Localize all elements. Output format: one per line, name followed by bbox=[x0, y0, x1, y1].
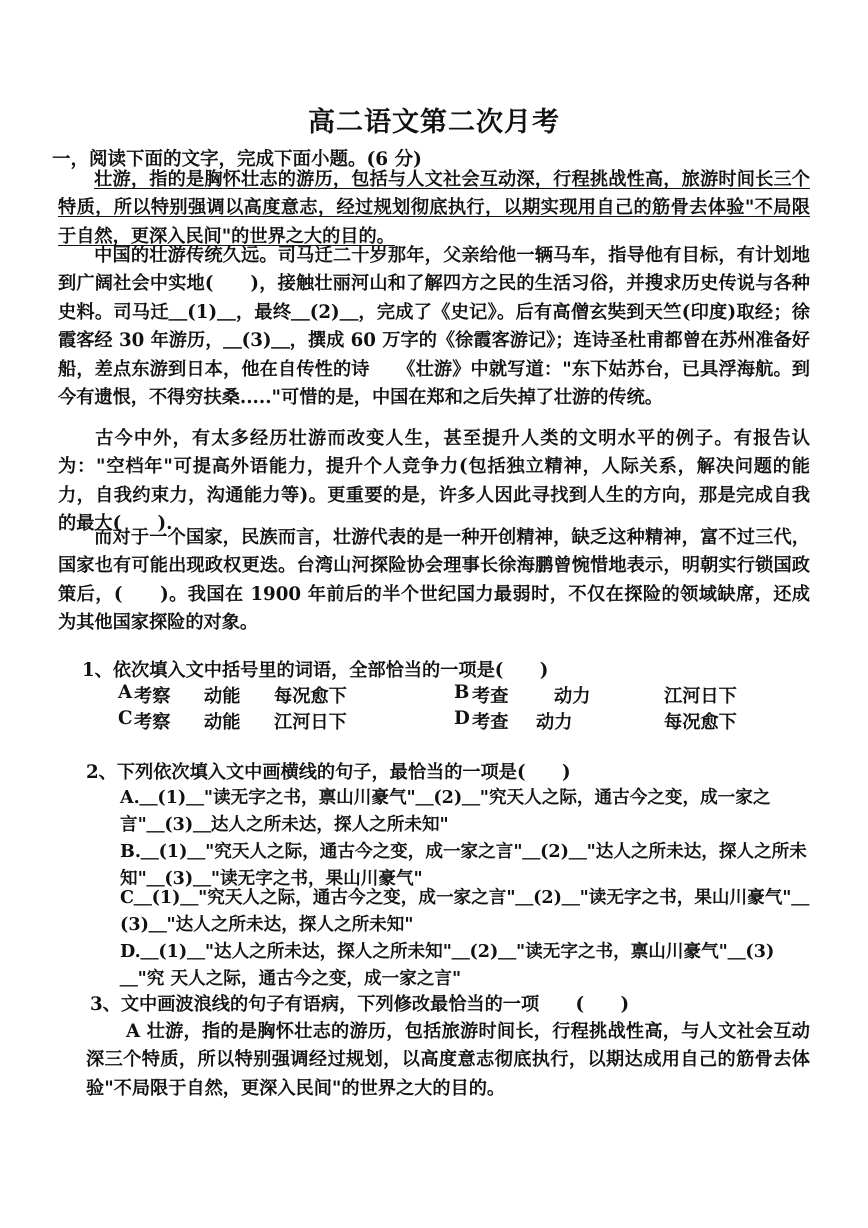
q2-option-a: A.＿(1)＿"读无字之书，禀山川豪气"＿(2)＿"究天人之际，通古今之变，成一家之言"＿(3)＿达人之所未达，探人之所未知" bbox=[120, 787, 771, 835]
q1-option-d-word3: 每况愈下 bbox=[664, 712, 737, 733]
q3-option-a bbox=[86, 1018, 810, 1103]
q1-option-d-word2: 动力 bbox=[536, 712, 573, 733]
q1-option-b-label: B bbox=[454, 682, 470, 703]
q1-option-a-word2: 动能 bbox=[204, 686, 241, 707]
passage-paragraph-2-text: 中国的壮游传统久远。司马迁二十岁那年，父亲给他一辆马车，指导他有目标，有计划地到广阔社会中实地( )，接触壮丽河山和了解四方之民的生活习俗，并搜求历史传说与各种史料。司马迁＿(1)＿，最终＿(2)＿，完成了《史记》。后有高僧玄奘到天竺(印度)取经；徐霞客经 30 年游历，＿(3)＿，撰成 60 万字的《徐霞客游记》；连诗圣杜甫都曾在苏州准备好船，差点东游到日本，他在自传性的诗 《壮游》中就写道："东下姑苏台，已具浮海航。到今有遗恨，不得穷扶桑....."可惜的是，中国在郑和之后失掉了壮游的传统。 bbox=[58, 245, 810, 409]
q1-option-d-label: D bbox=[454, 708, 470, 729]
passage-paragraph-2 bbox=[58, 242, 810, 412]
q1-option-c-word3: 江河日下 bbox=[274, 712, 347, 733]
passage-paragraph-1 bbox=[58, 166, 810, 251]
page-title: 高二语文第二次月考 bbox=[308, 107, 560, 138]
q1-option-a-label: A bbox=[118, 682, 133, 703]
passage-paragraph-1-text: 壮游，指的是胸怀壮志的游历，包括与人文社会互动深，行程挑战性高，旅游时间长三个特质，所以特别强调以高度意志，经过规划彻底执行，以期实现用自己的筋骨去体验"不局限于自然，更深入民间"的世界之大的目的。 bbox=[58, 169, 810, 247]
q1-option-b-word3: 江河日下 bbox=[664, 686, 737, 707]
q1-option-b-word1: 考查 bbox=[472, 686, 509, 707]
q1-option-b-word2: 动力 bbox=[554, 686, 591, 707]
question-1-stem: 1、依次填入文中括号里的词语，全部恰当的一项是( ) bbox=[82, 660, 549, 681]
q2-option-c: C＿(1)＿"究天人之际，通古今之变，成一家之言"＿(2)＿"读无字之书，果山川豪气"＿(3)＿"达人之所未达，探人之所未知" bbox=[120, 887, 810, 935]
question-2-stem: 2、下列依次填入文中画横线的句子，最恰当的一项是( ) bbox=[86, 762, 571, 783]
passage-paragraph-4 bbox=[58, 524, 810, 638]
q1-option-a-word1: 考察 bbox=[134, 686, 171, 707]
q1-option-c-word2: 动能 bbox=[204, 712, 241, 733]
section-heading: 一，阅读下面的文字，完成下面小题。(6 分) bbox=[52, 149, 422, 170]
passage-paragraph-3-text: 古今中外，有太多经历壮游而改变人生，甚至提升人类的文明水平的例子。有报告认为："空档年"可提高外语能力，提升个人竞争力(包括独立精神，人际关系，解决问题的能力，自我约束力，沟通能力等)。更重要的是，许多人因此寻找到人生的方向，那是完成自我的最大( ). bbox=[58, 428, 810, 535]
q1-option-c-label: C bbox=[118, 708, 133, 729]
q1-option-c-word1: 考察 bbox=[134, 712, 171, 733]
question-3-stem: 3、文中画波浪线的句子有语病，下列修改最恰当的一项 ( ) bbox=[90, 994, 630, 1015]
q2-option-d: D.＿(1)＿"达人之所未达，探人之所未知"＿(2)＿"读无字之书，禀山川豪气"＿(3)＿"究 天人之际，通古今之变，成一家之言" bbox=[120, 941, 775, 989]
q2-option-b: B.＿(1)＿"究天人之际，通古今之变，成一家之言"＿(2)＿"达人之所未达，探人之所未知"＿(3)＿"读无字之书，果山川豪气" bbox=[120, 841, 807, 889]
passage-paragraph-3 bbox=[58, 425, 810, 539]
q3-option-a-text: A 壮游，指的是胸怀壮志的游历，包括旅游时间长，行程挑战性高，与人文社会互动深三个特质，所以特别强调经过规划，以高度意志彻底执行，以期达成用自己的筋骨去体验"不局限于自然，更深入民间"的世界之大的目的。 bbox=[86, 1021, 810, 1099]
passage-paragraph-4-text: 而对于一个国家，民族而言，壮游代表的是一种开创精神，缺乏这种精神，富不过三代，国家也有可能出现政权更迭。台湾山河探险协会理事长徐海鹏曾惋惜地表示，明朝实行锁国政策后，( )。我国在 1900 年前后的半个世纪国力最弱时，不仅在探险的领域缺席，还成为其他国家探险的对象。 bbox=[58, 527, 810, 634]
q1-option-a-word3: 每况愈下 bbox=[274, 686, 347, 707]
q1-option-d-word1: 考查 bbox=[472, 712, 509, 733]
